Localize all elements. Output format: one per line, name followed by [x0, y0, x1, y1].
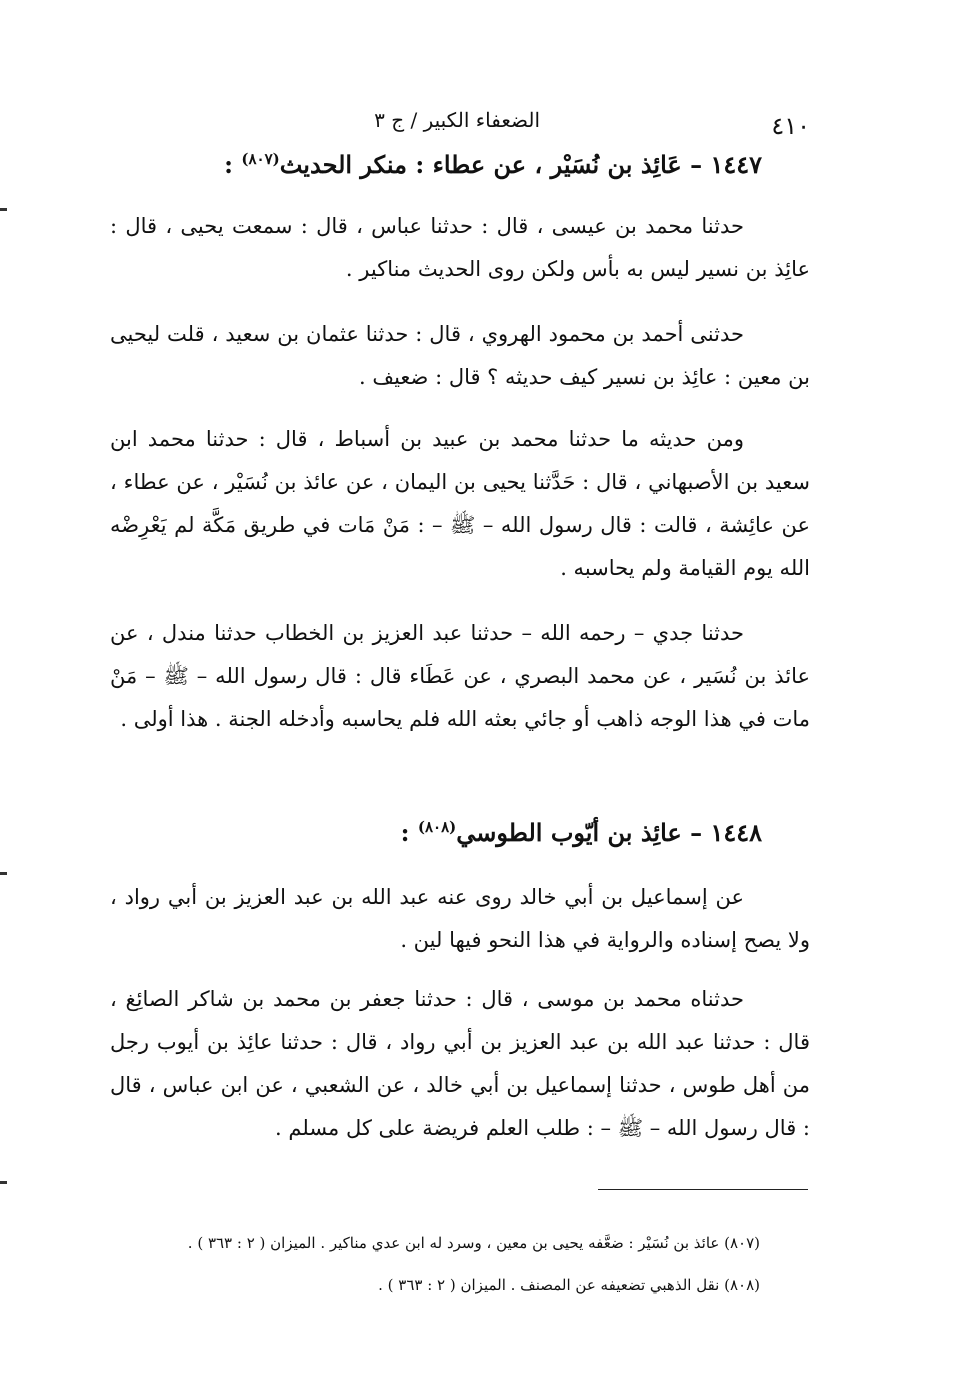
paragraph: حدثنى أحمد بن محمود الهروي ، قال : حدثنا عثمان بن سعيد ، قلت ليحيى بن معين : عائِذ بن نسير كيف حديثه ؟ قال : ضعيف .	[110, 322, 810, 389]
paragraph: حدثناه محمد بن موسى ، قال : حدثنا جعفر بن محمد بن شاكر الصائِغ ، قال : حدثنا عبد الله بن عبد العزيز بن أبي رواد ، قال : حدثنا عائِذ بن أيوب رجل من أهل طوس ، حدثنا إسماعيل بن أبي خالد ، عن الشعبي ، عن ابن عباس ، قال : قال رسول الله – ﷺ – : طلب العلم فريضة على كل مسلم .	[110, 987, 810, 1140]
scan-margin-mark	[0, 208, 7, 211]
footnote-divider	[598, 1189, 808, 1190]
entry-heading-text: ١٤٤٧ – عَائِذ بن نُسَيْر ، عن عطاء : منكر الحديث	[279, 150, 762, 179]
heading-colon: :	[224, 150, 242, 179]
paragraph: حدثنا محمد بن عيسى ، قال : حدثنا عباس ، قال : سمعت يحيى ، قال : عائِذ بن نسير ليس به بأس ولكن روى الحديث مناكير .	[110, 214, 810, 281]
paragraph: حدثنا جدي – رحمه الله – حدثنا عبد العزيز بن الخطاب حدثنا مندل ، عن عائذ بن نُسَير ، عن محمد البصري ، عن عَطَاء قال : قال رسول الله – ﷺ – مَنْ مات في هذا الوجه ذاهب أو جائي بعثه الله فلم يحاسبه وأدخله الجنة . هذا أولى .	[110, 621, 810, 731]
heading-colon: :	[400, 818, 418, 847]
footnote: (٨٠٨) نقل الذهبي تضعيفه عن المصنف . الميزان ( ٢ : ٣٦٣ ) .	[378, 1276, 760, 1294]
entry-heading	[401, 818, 762, 847]
entry-heading-text: ١٤٤٨ – عائِذ بن أيّوب الطوسي	[456, 818, 762, 847]
footnote: (٨٠٧) عائذ بن نُسَيْر : ضعَّفه يحيى بن معين ، وسرد له ابن عدي مناكير . الميزان ( ٢ : ٣٦٣ ) .	[187, 1234, 760, 1252]
footnote-reference: (٨٠٧)	[241, 150, 280, 168]
footnote-reference: (٨٠٨)	[417, 818, 457, 836]
paragraph: ومن حديثه ما حدثنا محمد بن عبيد بن أسباط ، قال : حدثنا محمد ابن سعيد بن الأصبهاني ، قال : حَدَّثنا يحيى بن اليمان ، عن عائذ بن نُسَيْر ، عن عطاء ، عن عائِشة ، قالت : قال رسول الله – ﷺ – : مَنْ مَات في طريق مَكَّة لم يَعْرِضْه الله يوم القيامة ولم يحاسبه .	[110, 427, 810, 580]
scan-margin-mark	[0, 1181, 7, 1184]
scan-margin-mark	[0, 872, 7, 875]
page-number: ٤١٠	[771, 112, 810, 140]
page-header	[110, 108, 810, 144]
running-head: الضعفاء الكبير / ج ٣	[374, 108, 540, 132]
paragraph: عن إسماعيل بن أبي خالد روى عنه عبد الله بن عبد العزيز بن أبي رواد ، ولا يصح إسناده والرواية في هذا النحو فيها لين .	[110, 885, 810, 952]
entry-heading	[224, 150, 762, 179]
